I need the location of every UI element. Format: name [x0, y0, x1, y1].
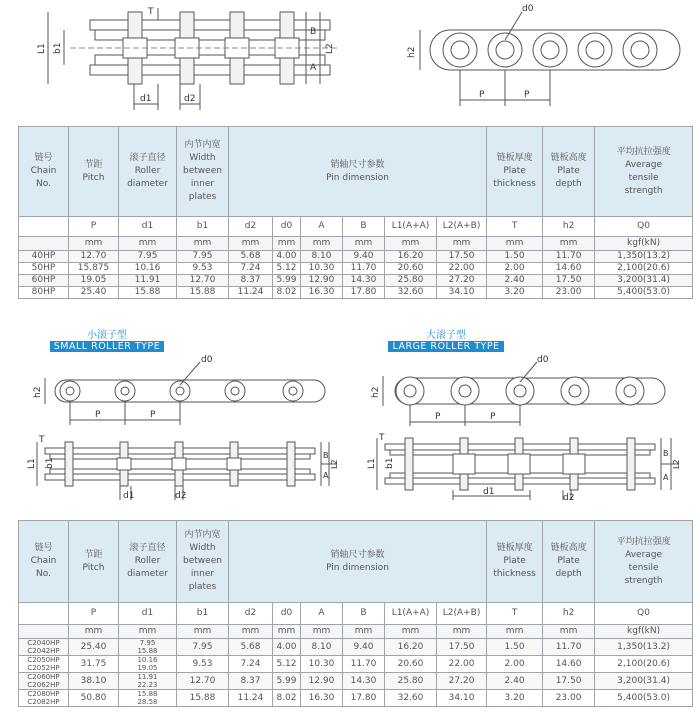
cell: 80HP	[19, 287, 69, 299]
cell: 17.50	[437, 251, 487, 263]
cell: C2040HP C2042HP	[19, 639, 69, 656]
sym-cell: P	[69, 217, 119, 237]
cell: 20.60	[385, 656, 437, 673]
hdr-pitch: 节距 Pitch	[69, 127, 119, 217]
unit-cell: mm	[177, 237, 229, 251]
unit-cell: mm	[343, 625, 385, 639]
table-row	[19, 275, 693, 287]
cell: 8.37	[229, 275, 273, 287]
table-row	[19, 690, 693, 707]
cell: 5.68	[229, 251, 273, 263]
hdr-plate-thickness: 链板厚度 Plate thickness	[487, 127, 543, 217]
sym-cell: b1	[177, 603, 229, 625]
sym-cell: A	[301, 217, 343, 237]
cell: 27.20	[437, 275, 487, 287]
cell: 1.50	[487, 639, 543, 656]
cell: 12.90	[301, 673, 343, 690]
cell: 60HP	[19, 275, 69, 287]
sym-cell: L1(A+A)	[385, 603, 437, 625]
large-roller-cn: 大滚子型	[426, 330, 466, 341]
cell: 11.91 22.23	[119, 673, 177, 690]
sym-cell: d1	[119, 603, 177, 625]
hdr-roller: 滚子直径 Roller diameter	[119, 127, 177, 217]
cell: 2.00	[487, 656, 543, 673]
hdr-pin: 销轴尺寸参数 Pin dimension	[229, 127, 487, 217]
cell: 12.70	[69, 251, 119, 263]
cell: 1.50	[487, 251, 543, 263]
sym-cell: A	[301, 603, 343, 625]
cell: 22.00	[437, 263, 487, 275]
small-roller-en: SMALL ROLLER TYPE	[50, 341, 164, 352]
label-T: T	[148, 7, 154, 17]
cell: 14.30	[343, 275, 385, 287]
label-P-2: P	[524, 90, 530, 100]
cell: 2,100(20.6)	[595, 656, 693, 673]
unit-cell: mm	[69, 625, 119, 639]
small-label-d0: d0	[201, 355, 213, 365]
cell: 2.40	[487, 673, 543, 690]
sym-cell: Q0	[595, 603, 693, 625]
cell: 9.40	[343, 251, 385, 263]
cell: 17.80	[343, 287, 385, 299]
hdr-pitch: 节距 Pitch	[69, 521, 119, 603]
small-label-P-1: P	[95, 410, 101, 420]
unit-cell: mm	[487, 625, 543, 639]
cell: 12.90	[301, 275, 343, 287]
cell: 3,200(31.4)	[595, 275, 693, 287]
hdr-tensile: 平均抗拉强度 Average tensile strength	[595, 127, 693, 217]
label-b1: b1	[53, 42, 63, 54]
cell: 38.10	[69, 673, 119, 690]
cell: 32.60	[385, 287, 437, 299]
cell: 1,350(13.2)	[595, 639, 693, 656]
hdr-pin: 销轴尺寸参数 Pin dimension	[229, 521, 487, 603]
cell: 27.20	[437, 673, 487, 690]
large-label-P-1: P	[435, 412, 441, 422]
small-label-L1: L1	[27, 458, 37, 469]
sym-cell: h2	[543, 217, 595, 237]
cell: 7.95 15.88	[119, 639, 177, 656]
label-d0: d0	[522, 4, 534, 14]
cell: 2.40	[487, 275, 543, 287]
label-L2: L2	[325, 43, 335, 54]
hdr-chain: 链号 Chain No.	[19, 127, 69, 217]
sym-cell: d0	[273, 603, 301, 625]
small-label-P-2: P	[150, 410, 156, 420]
unit-cell: mm	[437, 237, 487, 251]
plate-view-diagram-top	[400, 0, 690, 118]
cell: 11.70	[543, 251, 595, 263]
cell: 23.00	[543, 287, 595, 299]
cell: 7.95	[119, 251, 177, 263]
cell: 10.30	[301, 656, 343, 673]
table-row	[19, 251, 693, 263]
table-row	[19, 263, 693, 275]
sym-cell: d2	[229, 217, 273, 237]
cell: 3.20	[487, 287, 543, 299]
cell: C2050HP C2052HP	[19, 656, 69, 673]
label-B: B	[310, 27, 317, 37]
sym-cell: b1	[177, 217, 229, 237]
table-row	[19, 287, 693, 299]
sym-cell: P	[69, 603, 119, 625]
small-label-A: A	[323, 471, 329, 480]
sym-cell: d1	[119, 217, 177, 237]
cell: 11.70	[343, 263, 385, 275]
sym-cell: T	[487, 603, 543, 625]
large-label-d1: d1	[483, 487, 495, 497]
cell: 3.20	[487, 690, 543, 707]
sym-cell: L2(A+B)	[437, 603, 487, 625]
cell: 25.40	[69, 287, 119, 299]
large-label-B: B	[663, 449, 669, 458]
cell: 5.12	[273, 656, 301, 673]
sym-cell: Q0	[595, 217, 693, 237]
small-label-T: T	[39, 435, 45, 445]
cell: 7.95	[177, 251, 229, 263]
small-label-d2: d2	[175, 491, 187, 501]
cell: 50HP	[19, 263, 69, 275]
hdr-width: 内节内宽 Width between inner plates	[177, 521, 229, 603]
unit-cell: mm	[343, 237, 385, 251]
cell: 14.60	[543, 263, 595, 275]
large-label-P-2: P	[490, 412, 496, 422]
label-d1: d1	[140, 94, 152, 104]
cell: 14.30	[343, 673, 385, 690]
hdr-plate-thickness: 链板厚度 Plate thickness	[487, 521, 543, 603]
cell: 8.10	[301, 639, 343, 656]
sym-cell: L2(A+B)	[437, 217, 487, 237]
cell: 4.00	[273, 639, 301, 656]
cell: 17.50	[437, 639, 487, 656]
cell: 40HP	[19, 251, 69, 263]
unit-cell: mm	[273, 625, 301, 639]
cell: 15.88	[177, 287, 229, 299]
large-roller-side-diagram	[365, 432, 685, 502]
cell: 7.24	[229, 263, 273, 275]
cell: 19.05	[69, 275, 119, 287]
cell: 5.99	[273, 673, 301, 690]
hdr-plate-depth: 链板高度 Plate depth	[543, 521, 595, 603]
hdr-tensile: 平均抗拉强度 Average tensile strength	[595, 521, 693, 603]
small-label-d1: d1	[123, 491, 135, 501]
cell: 14.60	[543, 656, 595, 673]
unit-cell: mm	[119, 625, 177, 639]
large-label-A: A	[663, 473, 669, 482]
cell: 5,400(53.0)	[595, 287, 693, 299]
cell: 12.70	[177, 275, 229, 287]
hdr-chain: 链号 Chain No.	[19, 521, 69, 603]
unit-cell: mm	[301, 625, 343, 639]
large-label-b1: b1	[385, 457, 395, 469]
cell: 5,400(53.0)	[595, 690, 693, 707]
cell: 8.10	[301, 251, 343, 263]
large-label-T: T	[379, 433, 385, 443]
sym-cell: B	[343, 603, 385, 625]
sym-blank	[19, 217, 69, 237]
small-roller-side-diagram	[25, 432, 340, 502]
small-roller-cn: 小滚子型	[87, 330, 127, 341]
cell: C2060HP C2062HP	[19, 673, 69, 690]
small-roller-plate-diagram	[25, 350, 335, 430]
unit-blank	[19, 625, 69, 639]
cell: 25.40	[69, 639, 119, 656]
table-row	[19, 673, 693, 690]
cell: 5.12	[273, 263, 301, 275]
cell: 16.20	[385, 639, 437, 656]
small-label-L2: L2	[330, 459, 339, 469]
unit-cell: mm	[543, 625, 595, 639]
cell: 10.30	[301, 263, 343, 275]
unit-cell: mm	[229, 237, 273, 251]
cell: 1,350(13.2)	[595, 251, 693, 263]
cell: 34.10	[437, 287, 487, 299]
sym-cell: L1(A+A)	[385, 217, 437, 237]
side-view-diagram-top	[30, 0, 350, 118]
cell: 11.91	[119, 275, 177, 287]
table-row	[19, 656, 693, 673]
spec-table-standard	[18, 126, 693, 299]
cell: 5.99	[273, 275, 301, 287]
cell: 10.16	[119, 263, 177, 275]
label-P-1: P	[479, 90, 485, 100]
cell: 22.00	[437, 656, 487, 673]
unit-cell: mm	[229, 625, 273, 639]
cell: 10.16 19.05	[119, 656, 177, 673]
large-label-d0: d0	[537, 355, 549, 365]
cell: 3,200(31.4)	[595, 673, 693, 690]
cell: C2080HP C2082HP	[19, 690, 69, 707]
cell: 16.20	[385, 251, 437, 263]
cell: 8.02	[273, 287, 301, 299]
label-h2: h2	[407, 46, 417, 58]
cell: 9.53	[177, 263, 229, 275]
cell: 23.00	[543, 690, 595, 707]
unit-cell: mm	[119, 237, 177, 251]
hdr-width: 内节内宽 Width between inner plates	[177, 127, 229, 217]
cell: 15.88	[119, 287, 177, 299]
unit-blank	[19, 237, 69, 251]
label-L1: L1	[37, 43, 47, 54]
cell: 9.53	[177, 656, 229, 673]
cell: 11.24	[229, 287, 273, 299]
cell: 9.40	[343, 639, 385, 656]
sym-cell: h2	[543, 603, 595, 625]
unit-cell: kgf(kN)	[595, 237, 693, 251]
spec-table-double-pitch	[18, 520, 693, 707]
cell: 15.88	[177, 690, 229, 707]
sym-cell: B	[343, 217, 385, 237]
large-roller-type-tag	[386, 330, 506, 352]
cell: 20.60	[385, 263, 437, 275]
table-row	[19, 639, 693, 656]
unit-cell: mm	[543, 237, 595, 251]
unit-cell: mm	[437, 625, 487, 639]
cell: 7.95	[177, 639, 229, 656]
cell: 2,100(20.6)	[595, 263, 693, 275]
cell: 16.30	[301, 690, 343, 707]
cell: 31.75	[69, 656, 119, 673]
unit-cell: kgf(kN)	[595, 625, 693, 639]
large-roller-plate-diagram	[365, 350, 685, 430]
cell: 50.80	[69, 690, 119, 707]
unit-cell: mm	[385, 625, 437, 639]
cell: 12.70	[177, 673, 229, 690]
cell: 15.875	[69, 263, 119, 275]
large-roller-en: LARGE ROLLER TYPE	[388, 341, 503, 352]
label-d2: d2	[184, 94, 196, 104]
cell: 32.60	[385, 690, 437, 707]
cell: 2.00	[487, 263, 543, 275]
large-label-h2: h2	[371, 386, 381, 398]
label-A: A	[310, 63, 317, 73]
sym-blank	[19, 603, 69, 625]
sym-cell: d0	[273, 217, 301, 237]
small-label-h2: h2	[33, 386, 43, 398]
cell: 11.70	[343, 656, 385, 673]
cell: 17.50	[543, 673, 595, 690]
cell: 25.80	[385, 275, 437, 287]
hdr-plate-depth: 链板高度 Plate depth	[543, 127, 595, 217]
cell: 4.00	[273, 251, 301, 263]
unit-cell: mm	[301, 237, 343, 251]
cell: 8.37	[229, 673, 273, 690]
cell: 17.50	[543, 275, 595, 287]
cell: 7.24	[229, 656, 273, 673]
cell: 25.80	[385, 673, 437, 690]
small-label-B: B	[323, 451, 329, 460]
large-label-L1: L1	[367, 458, 377, 469]
unit-cell: mm	[273, 237, 301, 251]
large-label-L2: L2	[672, 459, 681, 469]
unit-cell: mm	[385, 237, 437, 251]
cell: 11.24	[229, 690, 273, 707]
large-label-d2: d2	[563, 493, 575, 502]
cell: 15.88 28.58	[119, 690, 177, 707]
cell: 34.10	[437, 690, 487, 707]
unit-cell: mm	[177, 625, 229, 639]
hdr-roller: 滚子直径 Roller diameter	[119, 521, 177, 603]
cell: 5.68	[229, 639, 273, 656]
small-roller-type-tag	[42, 330, 172, 352]
sym-cell: d2	[229, 603, 273, 625]
unit-cell: mm	[487, 237, 543, 251]
cell: 16.30	[301, 287, 343, 299]
sym-cell: T	[487, 217, 543, 237]
small-label-b1: b1	[45, 457, 55, 469]
unit-cell: mm	[69, 237, 119, 251]
cell: 8.02	[273, 690, 301, 707]
cell: 11.70	[543, 639, 595, 656]
cell: 17.80	[343, 690, 385, 707]
